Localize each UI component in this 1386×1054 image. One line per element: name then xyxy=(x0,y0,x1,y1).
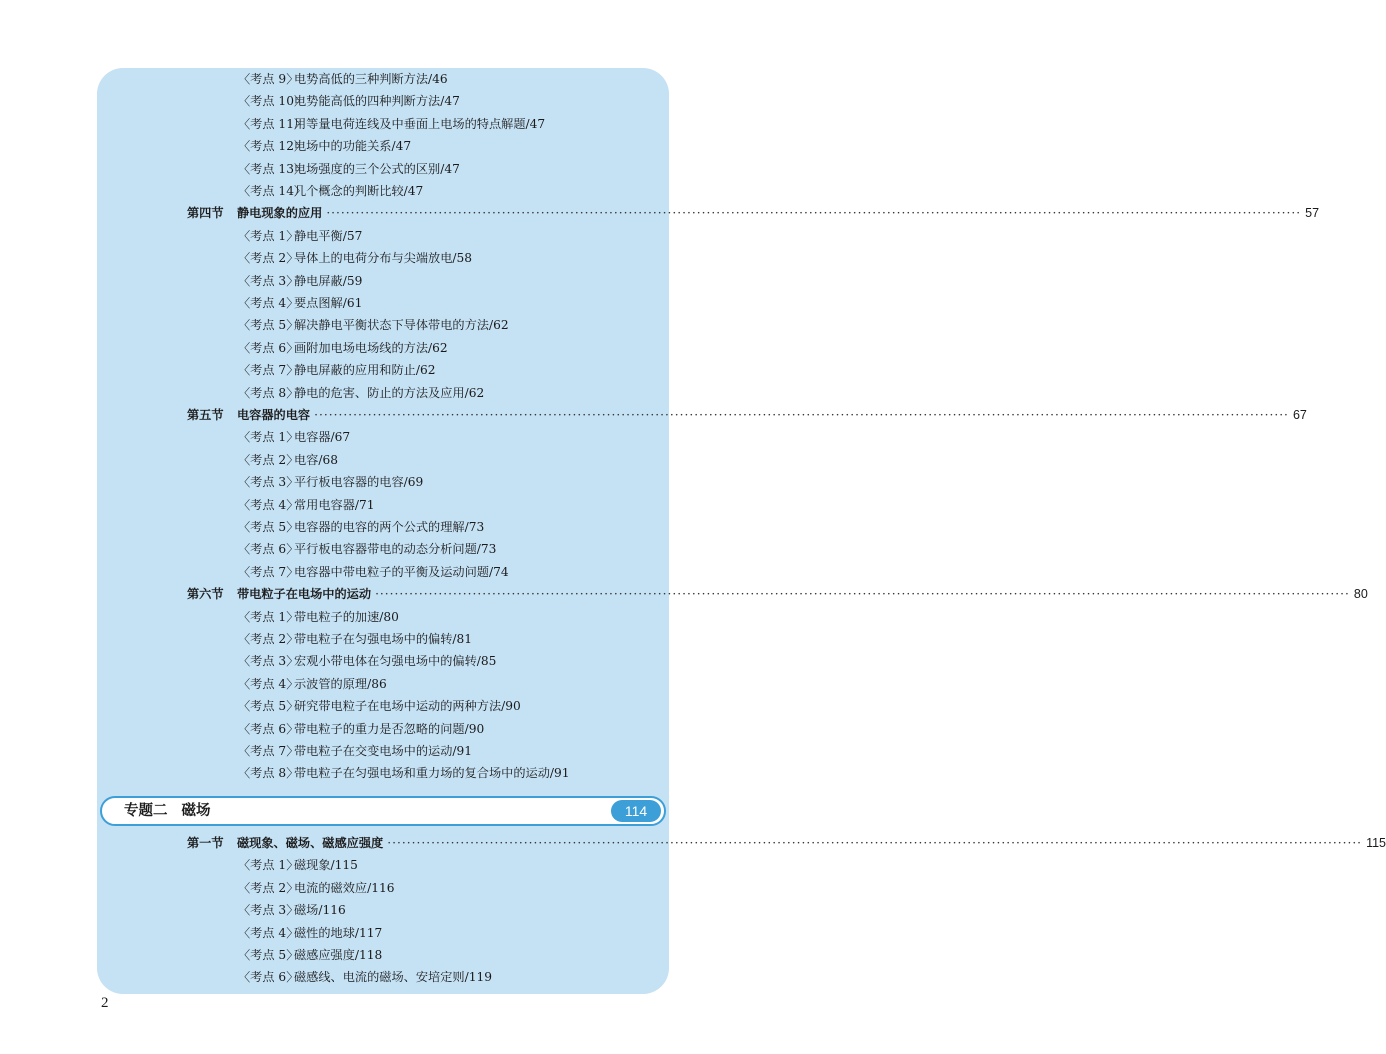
point-tag: 〈考点 7〉 xyxy=(238,744,299,758)
point-text: 示波管的原理/86 xyxy=(294,676,387,691)
point-text: 磁性的地球/117 xyxy=(294,925,383,940)
toc-point-item[interactable] xyxy=(238,899,346,921)
toc-point-item[interactable] xyxy=(238,471,423,493)
page-number: 2 xyxy=(101,995,109,1011)
section-title: 磁现象、磁场、磁感应强度 xyxy=(237,836,384,850)
toc-point-item[interactable] xyxy=(238,337,448,359)
point-tag: 〈考点 3〉 xyxy=(238,654,299,669)
point-text: 画附加电场电场线的方法/62 xyxy=(294,340,448,355)
section-number: 第六节 xyxy=(187,587,224,602)
leader-dots: ········································································································································································································ xyxy=(387,836,1363,850)
point-text: 带电粒子在匀强电场中的偏转/81 xyxy=(294,632,473,646)
point-tag: 〈考点 2〉 xyxy=(238,880,299,895)
point-text: 几个概念的判断比较/47 xyxy=(294,184,424,198)
point-tag: 〈考点 3〉 xyxy=(238,903,299,918)
section-page: 115 xyxy=(1366,836,1386,850)
toc-point-item[interactable] xyxy=(238,270,362,292)
point-text: 电场强度的三个公式的区别/47 xyxy=(294,161,460,176)
toc-point-item[interactable] xyxy=(238,135,411,157)
toc-point-item[interactable] xyxy=(238,494,375,516)
point-tag: 〈考点 9〉 xyxy=(238,72,299,86)
point-text: 静电屏蔽的应用和防止/62 xyxy=(294,363,436,378)
toc-point-item[interactable] xyxy=(238,113,545,135)
toc-point-item[interactable] xyxy=(238,449,338,471)
toc-point-item[interactable] xyxy=(238,247,472,269)
section-page: 57 xyxy=(1305,206,1320,221)
section-title: 带电粒子在电场中的运动 xyxy=(237,587,372,602)
section-5-heading[interactable] xyxy=(187,404,1307,426)
point-tag: 〈考点 1〉 xyxy=(238,609,299,624)
point-text: 电容/68 xyxy=(294,452,338,467)
point-text: 要点图解/61 xyxy=(294,296,363,310)
point-tag: 〈考点 14〉 xyxy=(238,184,307,198)
point-text: 导体上的电荷分布与尖端放电/58 xyxy=(294,251,473,266)
point-text: 带电粒子在交变电场中的运动/91 xyxy=(294,744,473,758)
section-4-heading[interactable] xyxy=(187,202,1320,224)
toc-point-item[interactable] xyxy=(238,68,448,90)
point-text: 解决静电平衡状态下导体带电的方法/62 xyxy=(294,318,509,333)
toc-point-item[interactable] xyxy=(238,158,460,180)
point-tag: 〈考点 5〉 xyxy=(238,699,299,714)
toc-point-item[interactable] xyxy=(238,382,484,404)
toc-point-item[interactable] xyxy=(238,695,521,717)
topic-label: 专题二 xyxy=(124,803,168,819)
point-text: 电容器中带电粒子的平衡及运动问题/74 xyxy=(294,564,509,579)
section-page: 67 xyxy=(1292,408,1307,422)
topic-header-magnetism[interactable] xyxy=(100,796,666,826)
section-6-heading[interactable] xyxy=(187,583,1368,605)
toc-point-item[interactable] xyxy=(238,359,436,381)
toc-point-item[interactable] xyxy=(238,628,472,650)
point-tag: 〈考点 3〉 xyxy=(238,273,299,288)
point-tag: 〈考点 8〉 xyxy=(238,385,299,400)
toc-point-item[interactable] xyxy=(238,314,509,336)
point-tag: 〈考点 7〉 xyxy=(238,564,299,579)
toc-point-item[interactable] xyxy=(238,650,496,672)
section-page: 80 xyxy=(1353,587,1368,602)
point-text: 磁感线、电流的磁场、安培定则/119 xyxy=(294,970,492,985)
toc-point-item[interactable] xyxy=(238,944,382,966)
point-tag: 〈考点 10〉 xyxy=(238,94,307,109)
toc-point-item[interactable] xyxy=(238,740,472,762)
toc-point-item[interactable] xyxy=(238,538,496,560)
section-title: 静电现象的应用 xyxy=(237,206,323,221)
point-tag: 〈考点 6〉 xyxy=(238,970,299,985)
toc-point-item[interactable] xyxy=(238,854,358,876)
toc-point-item[interactable] xyxy=(238,516,484,538)
toc-point-item[interactable] xyxy=(238,922,382,944)
point-text: 带电粒子的加速/80 xyxy=(294,609,399,624)
point-tag: 〈考点 4〉 xyxy=(238,676,299,691)
point-text: 磁场/116 xyxy=(294,903,346,918)
toc-point-item[interactable] xyxy=(238,966,492,988)
point-tag: 〈考点 2〉 xyxy=(238,251,299,266)
toc-point-item[interactable] xyxy=(238,180,423,202)
section-number: 第一节 xyxy=(187,836,224,850)
point-tag: 〈考点 2〉 xyxy=(238,452,299,467)
point-text: 带电粒子的重力是否忽略的问题/90 xyxy=(294,721,485,736)
section-number: 第四节 xyxy=(187,206,224,221)
point-text: 电势能高低的四种判断方法/47 xyxy=(294,94,460,109)
point-tag: 〈考点 6〉 xyxy=(238,542,299,557)
point-tag: 〈考点 11〉 xyxy=(238,116,307,131)
point-tag: 〈考点 5〉 xyxy=(238,318,299,333)
toc-point-item[interactable] xyxy=(238,426,350,448)
point-tag: 〈考点 6〉 xyxy=(238,721,299,736)
point-text: 平行板电容器的电容/69 xyxy=(294,475,424,490)
toc-point-item[interactable] xyxy=(238,673,387,695)
toc-point-item[interactable] xyxy=(238,762,570,784)
point-tag: 〈考点 13〉 xyxy=(238,161,307,176)
section-number: 第五节 xyxy=(187,408,224,422)
leader-dots: ········································································································································································································ xyxy=(314,408,1289,422)
point-text: 研究带电粒子在电场中运动的两种方法/90 xyxy=(294,699,521,714)
topic2-section-1-heading[interactable] xyxy=(187,832,1386,854)
point-text: 电势高低的三种判断方法/46 xyxy=(294,72,448,86)
point-tag: 〈考点 1〉 xyxy=(238,430,299,445)
point-tag: 〈考点 6〉 xyxy=(238,340,299,355)
point-text: 电容器的电容的两个公式的理解/73 xyxy=(294,520,485,534)
toc-point-item[interactable] xyxy=(238,877,395,899)
point-tag: 〈考点 12〉 xyxy=(238,139,307,154)
point-tag: 〈考点 4〉 xyxy=(238,296,299,310)
point-tag: 〈考点 1〉 xyxy=(238,858,299,873)
toc-point-item[interactable] xyxy=(238,292,362,314)
leader-dots: ········································································································································································································ xyxy=(326,206,1302,221)
point-text: 磁感应强度/118 xyxy=(294,948,383,962)
point-tag: 〈考点 5〉 xyxy=(238,520,299,534)
topic-page-badge: 114 xyxy=(611,800,661,822)
point-tag: 〈考点 2〉 xyxy=(238,632,299,646)
topic-title xyxy=(124,798,211,824)
topic-name: 磁场 xyxy=(181,803,211,819)
toc-point-item[interactable] xyxy=(238,225,362,247)
point-text: 磁现象/115 xyxy=(294,858,358,873)
point-tag: 〈考点 8〉 xyxy=(238,766,299,781)
point-tag: 〈考点 7〉 xyxy=(238,363,299,378)
point-text: 电流的磁效应/116 xyxy=(294,880,395,895)
point-text: 带电粒子在匀强电场和重力场的复合场中的运动/91 xyxy=(294,766,570,781)
point-tag: 〈考点 3〉 xyxy=(238,475,299,490)
point-tag: 〈考点 5〉 xyxy=(238,948,299,962)
section-title: 电容器的电容 xyxy=(237,408,311,422)
toc-point-item[interactable] xyxy=(238,561,509,583)
point-text: 用等量电荷连线及中垂面上电场的特点解题/47 xyxy=(294,116,546,131)
toc-point-item[interactable] xyxy=(238,90,460,112)
point-text: 静电平衡/57 xyxy=(294,228,363,243)
point-text: 电容器/67 xyxy=(294,430,351,445)
point-text: 静电的危害、防止的方法及应用/62 xyxy=(294,385,485,400)
point-tag: 〈考点 1〉 xyxy=(238,228,299,243)
point-text: 宏观小带电体在匀强电场中的偏转/85 xyxy=(294,654,497,669)
point-tag: 〈考点 4〉 xyxy=(238,497,299,512)
point-text: 常用电容器/71 xyxy=(294,497,375,512)
leader-dots: ········································································································································································································ xyxy=(375,587,1350,602)
point-text: 静电屏蔽/59 xyxy=(294,273,363,288)
point-text: 电场中的功能关系/47 xyxy=(294,139,412,154)
toc-point-item[interactable] xyxy=(238,718,484,740)
point-text: 平行板电容器带电的动态分析问题/73 xyxy=(294,542,497,557)
point-tag: 〈考点 4〉 xyxy=(238,925,299,940)
toc-point-item[interactable] xyxy=(238,606,399,628)
